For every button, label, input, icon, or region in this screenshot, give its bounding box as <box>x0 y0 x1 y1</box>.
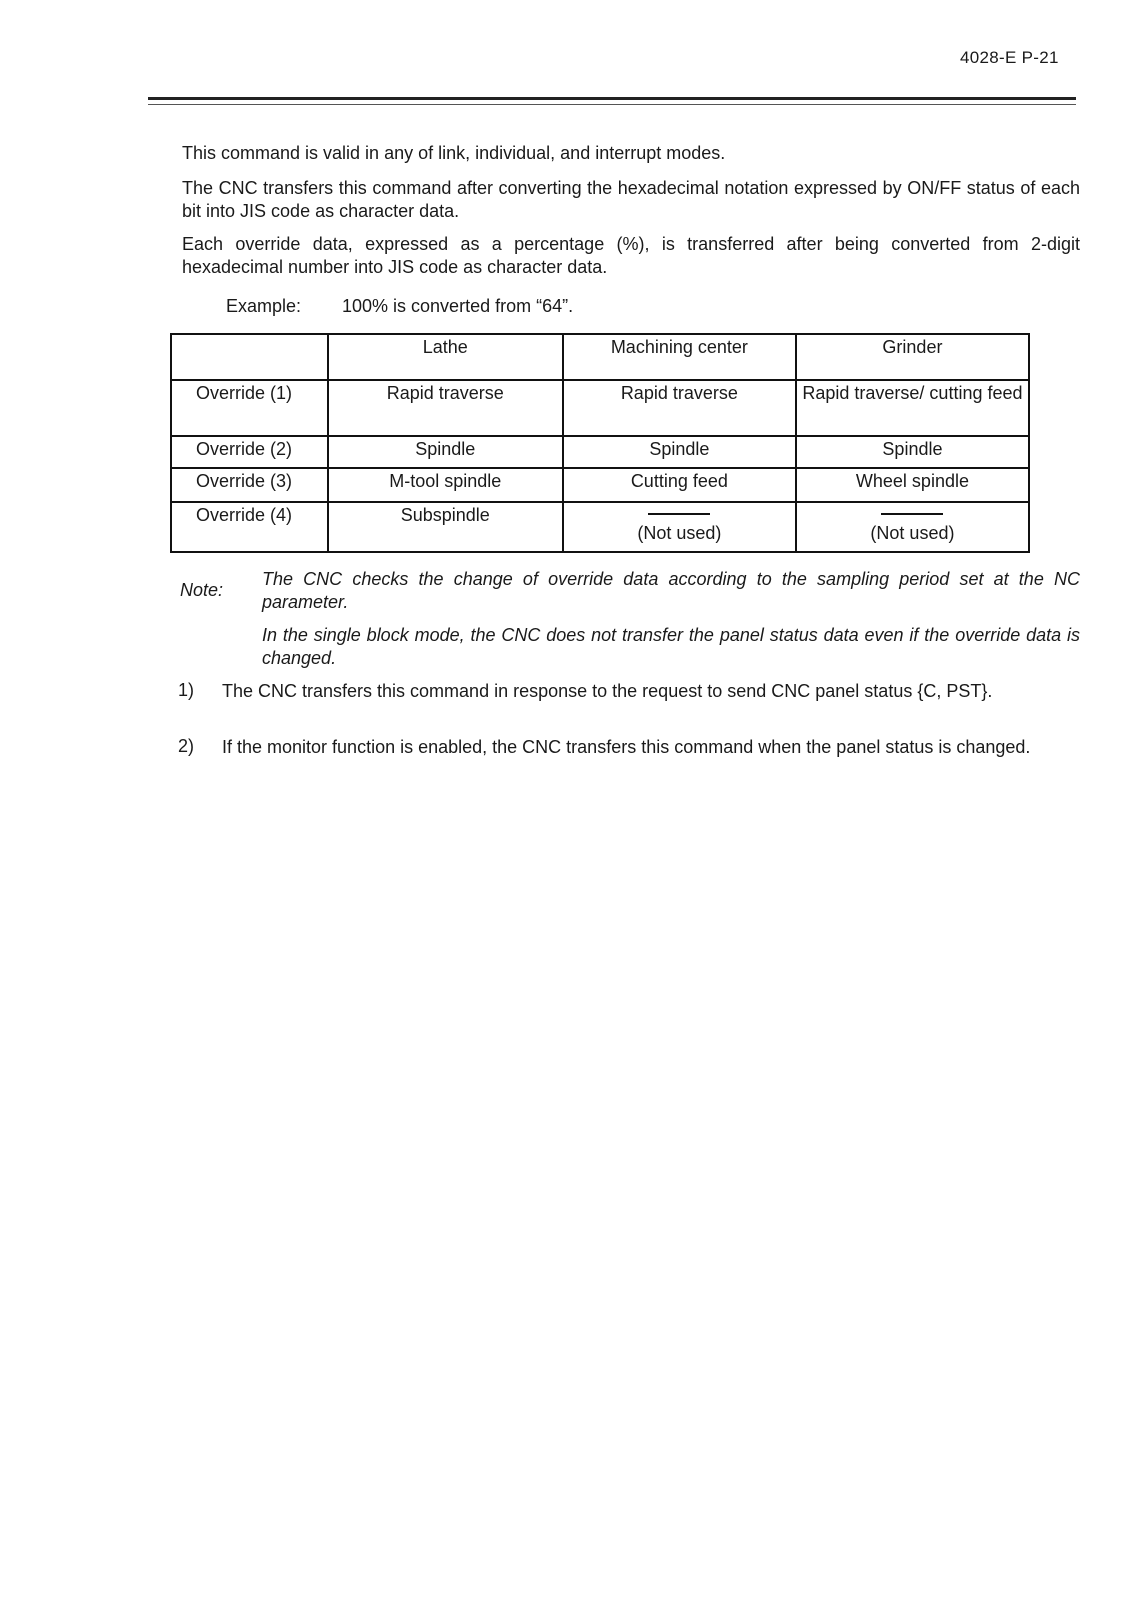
table-cell-not-used <box>796 502 1029 552</box>
table-cell: Rapid traverse <box>328 380 563 436</box>
header-rule-thin <box>148 104 1076 105</box>
item-number: 1) <box>178 680 195 700</box>
table-header-machining-center: Machining center <box>563 334 796 380</box>
table-cell: Cutting feed <box>563 468 796 502</box>
item-text: The CNC transfers this command in response to the request to send CNC panel status {C, PST}. <box>222 681 993 701</box>
page-reference: 4028-E P-21 <box>960 48 1059 67</box>
example-text: 100% is converted from “64”. <box>342 296 574 316</box>
table-cell-not-used <box>563 502 796 552</box>
table-cell: M-tool spindle <box>328 468 563 502</box>
row-label: Override (1) <box>171 380 328 436</box>
table-cell: Spindle <box>796 436 1029 468</box>
table-row <box>171 468 1029 502</box>
table-row <box>171 436 1029 468</box>
item-number: 2) <box>178 736 195 756</box>
not-used-text: (Not used) <box>870 523 955 543</box>
paragraph-modes: This command is valid in any of link, individual, and interrupt modes. <box>182 143 726 163</box>
row-label: Override (2) <box>171 436 328 468</box>
item-text: If the monitor function is enabled, the CNC transfers this command when the panel status is changed. <box>222 737 1031 757</box>
table-cell: Wheel spindle <box>796 468 1029 502</box>
note-label: Note: <box>180 580 224 600</box>
note-line-single-block: In the single block mode, the CNC does not transfer the panel status data even if the override data is changed. <box>262 625 1080 668</box>
table-cell: Rapid traverse <box>563 380 796 436</box>
header-rule-thick <box>148 97 1076 100</box>
table-header-cell <box>171 334 328 380</box>
paragraph-conversion: The CNC transfers this command after converting the hexadecimal notation expressed by ON/FF status of each bit into JIS code as character data. <box>182 178 1080 221</box>
table-header-lathe: Lathe <box>328 334 563 380</box>
table-row <box>171 380 1029 436</box>
note-line-sampling: The CNC checks the change of override data according to the sampling period set at the NC parameter. <box>262 569 1080 612</box>
example-label: Example: <box>226 296 302 316</box>
dash-mark <box>648 513 710 515</box>
table-cell: Subspindle <box>328 502 563 552</box>
not-used-text: (Not used) <box>637 523 722 543</box>
paragraph-override: Each override data, expressed as a percentage (%), is transferred after being converted from 2-digit hexadecimal number into JIS code as character data. <box>182 234 1080 277</box>
table-row <box>171 502 1029 552</box>
override-table <box>170 333 1030 553</box>
row-label: Override (4) <box>171 502 328 552</box>
row-label: Override (3) <box>171 468 328 502</box>
dash-mark <box>881 513 943 515</box>
table-cell: Spindle <box>563 436 796 468</box>
table-header-row <box>171 334 1029 380</box>
table-cell: Spindle <box>328 436 563 468</box>
table-cell: Rapid traverse/ cutting feed <box>796 380 1029 436</box>
table-header-grinder: Grinder <box>796 334 1029 380</box>
